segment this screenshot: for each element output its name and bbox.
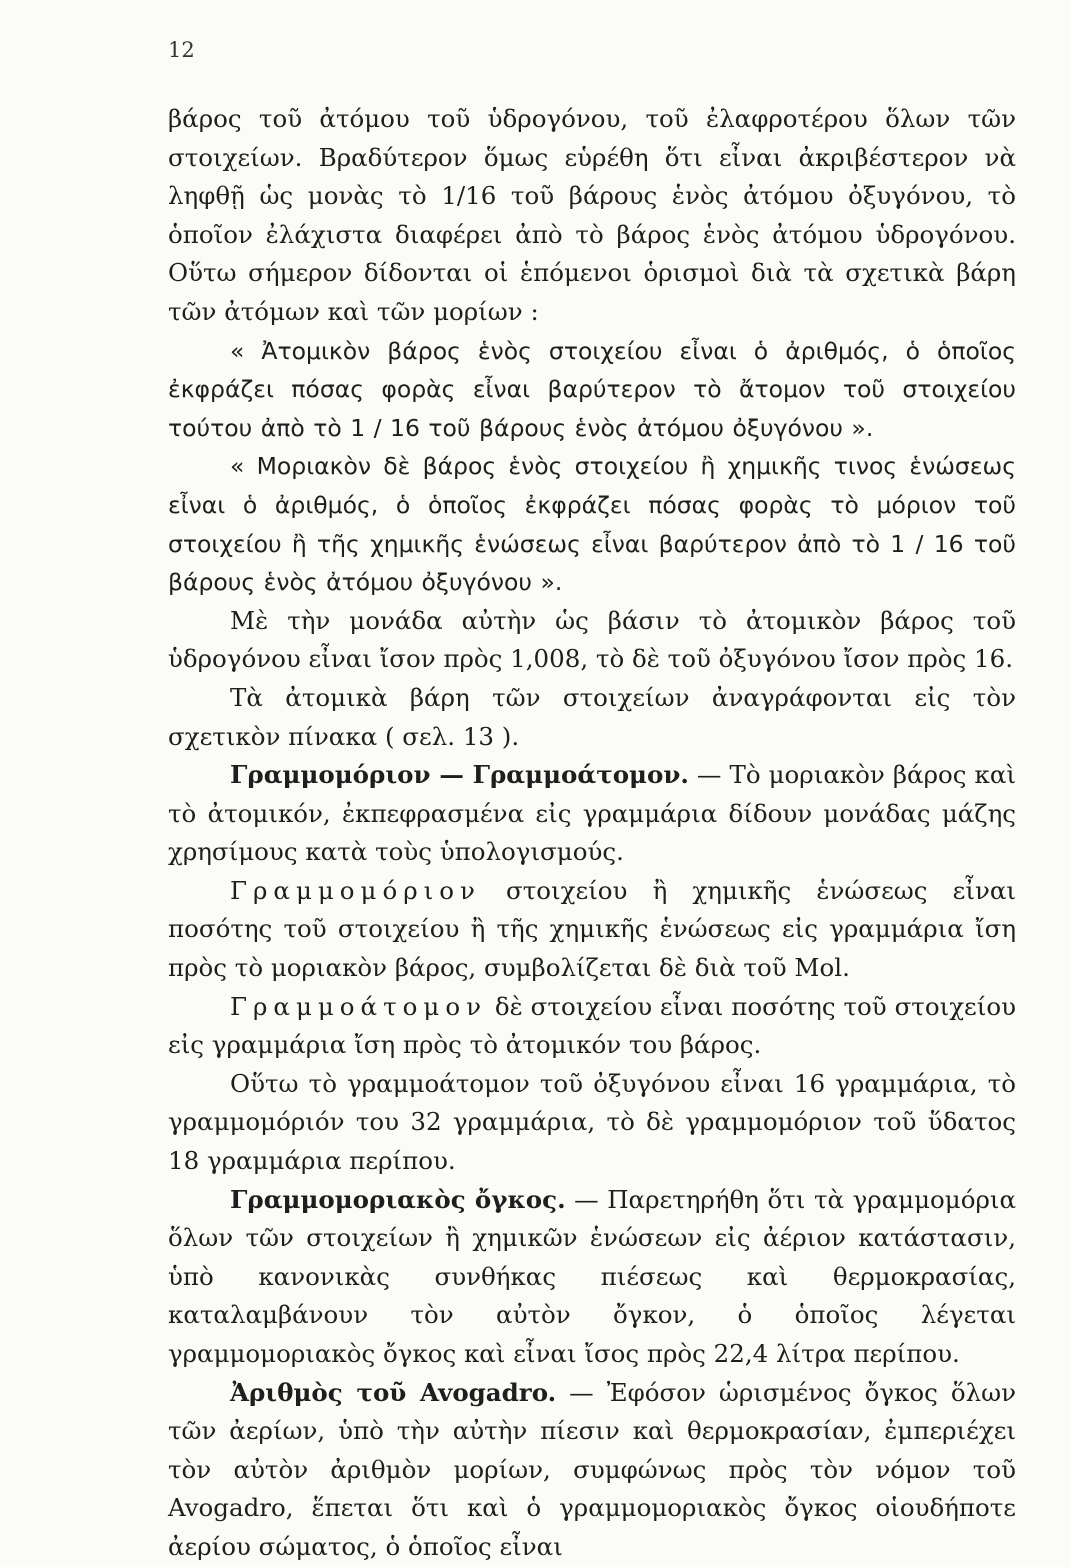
paragraph-gram-atom-definition <box>168 988 1016 1065</box>
paragraph-text: — Τὸ μοριακὸν βάρος καὶ τὸ ἀτομικόν, ἐκπεφρασμένα εἰς γραμμάρια δίδουν μονάδας μάζης χρησίμους κατὰ τοὺς ὑπολογισμούς. <box>168 760 1016 867</box>
paragraph-table-reference: Τὰ ἀτομικὰ βάρη τῶν στοιχείων ἀναγράφονται εἰς τὸν σχετικὸν πίνακα ( σελ. 13 ). <box>168 682 1016 751</box>
paragraph-text: — Ἐφόσον ὡρισμένος ὄγκος ὅλων τῶν ἀερίων, ὑπὸ τὴν αὐτὴν πίεσιν καὶ θερμοκρασίαν, ἐμπεριέχει τὸν αὐτὸν ἀριθμὸν μορίων, συμφώνως πρὸς τὸν νόμον τοῦ Avogadro, ἕπεται ὅτι καὶ ὁ γραμμομοριακὸς ὄγκος οἱουδήποτε ἀερίου σώματος, ὁ ὁποῖος εἶναι <box>168 1377 1016 1561</box>
paragraph-mol-definition <box>168 872 1016 988</box>
paragraph-text: δὲ στοιχείου εἶναι ποσότης τοῦ στοιχείου εἰς γραμμάρια ἴση πρὸς τὸ ἀτομικόν του βάρος. <box>168 991 1016 1060</box>
section-heading: Ἀριθμὸς τοῦ Avogadro. <box>230 1377 557 1407</box>
paragraph-unit-basis: Μὲ τὴν μονάδα αὐτὴν ὡς βάσιν τὸ ἀτομικὸν βάρος τοῦ ὑδρογόνου εἶναι ἴσον πρὸς 1,008, τὸ δὲ τοῦ ὀξυγόνου ἴσον πρὸς 16. <box>168 605 1016 674</box>
section-heading: Γραμμομοριακὸς ὄγκος. <box>230 1184 566 1214</box>
spaced-term: Γραμμοάτομον <box>230 991 487 1021</box>
page-body <box>168 100 1016 1567</box>
definition-atomic-weight: « Ἀτομικὸν βάρος ἑνὸς στοιχείου εἶναι ὁ ἀριθμός, ὁ ὁποῖος ἐκφράζει πόσας φορὰς εἶναι βαρύτερον τὸ ἄτομον τοῦ στοιχείου τούτου ἀπὸ τὸ 1 / 16 τοῦ βάρους ἑνὸς ἀτόμου ὀξυγόνου ». <box>168 336 1016 442</box>
section-heading: Γραμμομόριον — Γραμμοάτομον. <box>230 760 689 790</box>
paragraph-intro: βάρος τοῦ ἀτόμου τοῦ ὑδρογόνου, τοῦ ἐλαφροτέρου ὅλων τῶν στοιχείων. Βραδύτερον ὅμως εὑρέθη ὅτι εἶναι ἀκριβέστερον νὰ ληφθῇ ὡς μονὰς τὸ 1/16 τοῦ βάρους ἑνὸς ἀτόμου ὀξυγόνου, τὸ ὁποῖον ἐλάχιστα διαφέρει ἀπὸ τὸ βάρος ἑνὸς ἀτόμου ὑδρογόνου. Οὕτω σήμερον δίδονται οἱ ἑπόμενοι ὁρισμοὶ διὰ τὰ σχετικὰ βάρη τῶν ἀτόμων καὶ τῶν μορίων : <box>168 104 1016 326</box>
definition-molecular-weight: « Μοριακὸν δὲ βάρος ἑνὸς στοιχείου ἢ χημικῆς τινος ἑνώσεως εἶναι ὁ ἀριθμός, ὁ ὁποῖος ἐκφράζει πόσας φορὰς τὸ μόριον τοῦ στοιχείου ἢ τῆς χημικῆς ἑνώσεως εἶναι βαρύτερον ἀπὸ τὸ 1 / 16 τοῦ βάρους ἑνὸς ἀτόμου ὀξυγόνου ». <box>168 452 1016 597</box>
page-number: 12 <box>168 38 195 62</box>
paragraph-molar-volume <box>168 1181 1016 1374</box>
paragraph-text: στοιχείου ἢ χημικῆς ἑνώσεως εἶναι ποσότης τοῦ στοιχείου ἢ τῆς χημικῆς ἑνώσεως εἰς γραμμάρια ἴση πρὸς τὸ μοριακὸν βάρος, συμβολίζεται δὲ διὰ τοῦ Mol. <box>168 875 1016 983</box>
paragraph-examples: Οὕτω τὸ γραμμοάτομον τοῦ ὀξυγόνου εἶναι 16 γραμμάρια, τὸ γραμμομόριόν του 32 γραμμάρια, τὸ δὲ γραμμομόριον τοῦ ὕδατος 18 γραμμάρια περίπου. <box>168 1068 1016 1176</box>
spaced-term: Γραμμομόριον <box>230 875 481 905</box>
paragraph-text: — Παρετηρήθη ὅτι τὰ γραμμομόρια ὅλων τῶν στοιχείων ἢ χημικῶν ἑνώσεων εἰς ἀέριον κατάστασιν, ὑπὸ κανονικὰς συνθήκας πιέσεως καὶ θερμοκρασίας, καταλαμβάνουν τὸν αὐτὸν ὄγκον, ὁ ὁποῖος λέγεται γραμμομοριακὸς ὄγκος καὶ εἶναι ἴσος πρὸς 22,4 λίτρα περίπου. <box>168 1184 1016 1368</box>
paragraph-gram-molecule <box>168 756 1016 872</box>
paragraph-avogadro <box>168 1374 1016 1567</box>
